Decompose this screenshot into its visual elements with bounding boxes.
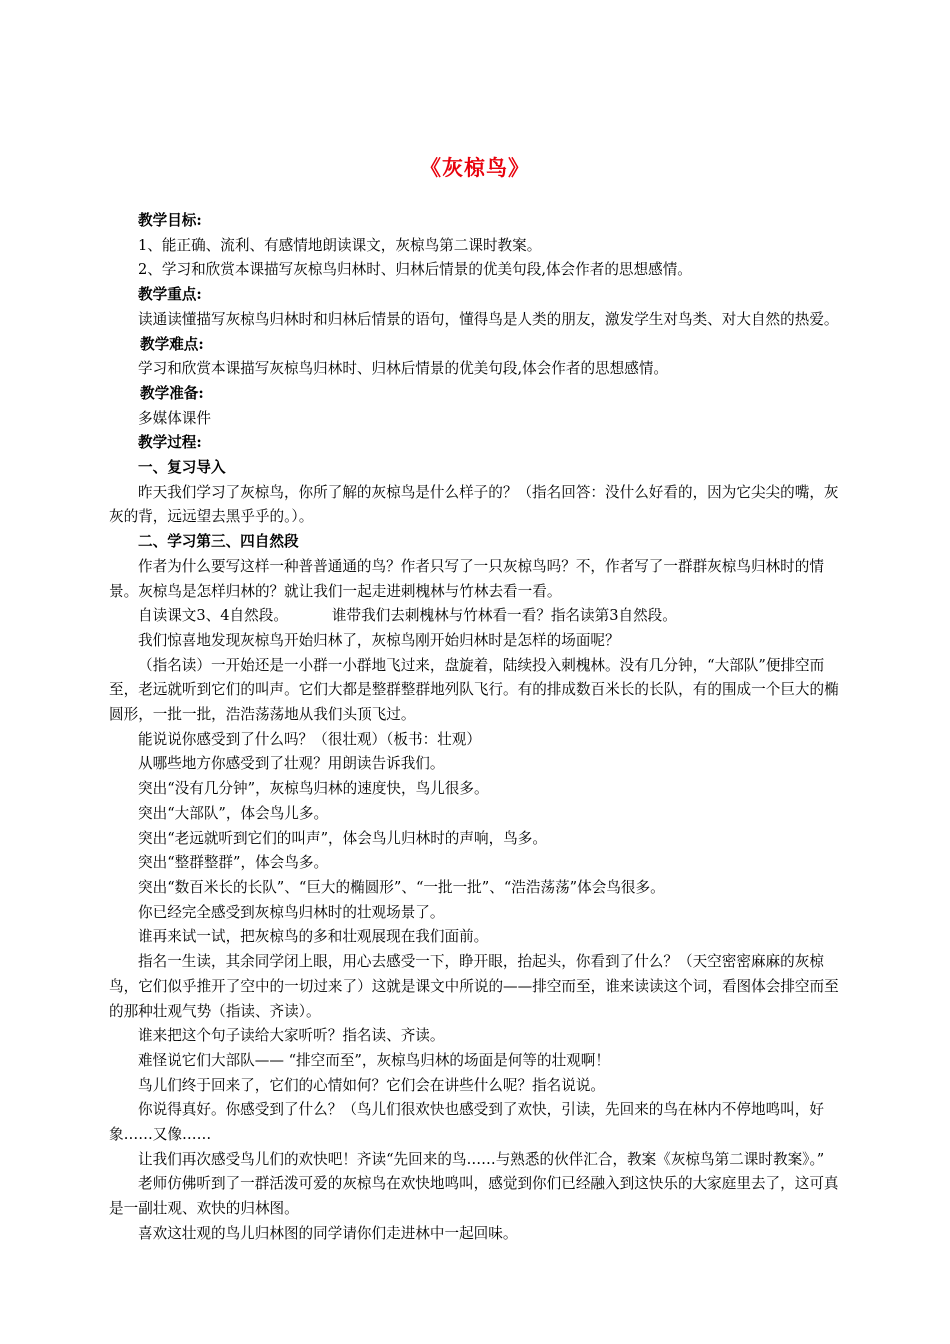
paragraph: 我们惊喜地发现灰椋鸟开始归林了，灰椋鸟刚开始归林时是怎样的场面呢？ [138, 631, 620, 649]
paragraph: 老师仿佛听到了一群活泼可爱的灰椋鸟在欢快地鸣叫，感觉到你们已经融入到这快乐的大家庭里去了，这可真是一副壮观、欢快的归林图。 [109, 1175, 839, 1218]
paragraph-part: 自读课文3、4自然段。 [138, 607, 288, 625]
step1-heading: 一、复习导入 [138, 459, 226, 477]
goals-heading: 教学目标: [138, 212, 202, 229]
paragraph: 喜欢这壮观的鸟儿归林图的同学请你们走进林中一起回味。 [138, 1224, 518, 1242]
paragraph: （指名读）一开始还是一小群一小群地飞过来，盘旋着，陆续投入刺槐林。没有几分钟，“大部队”便排空而至，老远就听到它们的叫声。它们大都是整群整群地列队飞行。有的排成数百米长的长队，有的围成一个巨大的椭圆形，一批一批，浩浩荡荡地从我们头顶飞过。 [109, 656, 839, 724]
step2-heading: 二、学习第三、四自然段 [138, 533, 299, 551]
prep-heading: 教学准备: [140, 384, 204, 402]
paragraph: 你已经完全感受到灰椋鸟归林时的壮观场景了。 [138, 903, 445, 921]
paragraph: 突出“没有几分钟”，灰椋鸟归林的速度快，鸟儿很多。 [138, 780, 489, 798]
paragraph: 难怪说它们大部队—— “排空而至”，灰椋鸟归林的场面是何等的壮观啊！ [138, 1051, 610, 1069]
paragraph: 谁再来试一试，把灰椋鸟的多和壮观展现在我们面前。 [138, 928, 489, 946]
paragraph: 你说得真好。你感受到了什么？（鸟儿们很欢快也感受到了欢快，引读，先回来的鸟在林内不停地鸣叫，好象……又像…… [109, 1101, 824, 1144]
paragraph: 突出“老远就听到它们的叫声”，体会鸟儿归林时的声响，鸟多。 [138, 829, 547, 847]
paragraph-part: 谁带我们去刺槐林与竹林看一看？指名读第3自然段。 [331, 607, 677, 625]
paragraph: 能说说你感受到了什么吗？（很壮观）（板书：壮观） [138, 730, 481, 748]
prep-text: 多媒体课件 [138, 409, 211, 427]
paragraph: 作者为什么要写这样一种普普通通的鸟？作者只写了一只灰椋鸟吗？不，作者写了一群群灰椋鸟归林时的情景。灰椋鸟是怎样归林的？就让我们一起走进刺槐林与竹林去看一看。 [109, 557, 824, 600]
paragraph: 鸟儿们终于回来了，它们的心情如何？它们会在讲些什么呢？指名说说。 [138, 1076, 606, 1094]
paragraph: 突出“数百米长的长队”、“巨大的椭圆形”、“一批一批”、“浩浩荡荡”体会鸟很多。 [138, 878, 665, 896]
paragraph: 让我们再次感受鸟儿们的欢快吧！齐读“先回来的鸟……与熟悉的伙伴汇合，教案《灰椋鸟第二课时教案》。” [138, 1150, 825, 1168]
paragraph: 谁来把这个句子读给大家听听？指名读、齐读。 [138, 1027, 445, 1045]
difficulty-heading: 教学难点: [140, 335, 204, 353]
paragraph: 从哪些地方你感受到了壮观？用朗读告诉我们。 [138, 755, 445, 773]
step1-text: 昨天我们学习了灰椋鸟，你所了解的灰椋鸟是什么样子的？（指名回答：没什么好看的，因为它尖尖的嘴，灰灰的背，远远望去黑乎乎的。）。 [109, 483, 839, 526]
difficulty-text: 学习和欣赏本课描写灰椋鸟归林时、归林后情景的优美句段,体会作者的思想感情。 [138, 360, 669, 378]
paragraph [109, 604, 842, 629]
document-body [109, 209, 842, 1247]
goal-2: 2、学习和欣赏本课描写灰椋鸟归林时、归林后情景的优美句段,体会作者的思想感情。 [138, 261, 692, 279]
process-heading: 教学过程: [138, 434, 202, 452]
paragraph: 突出“整群整群”，体会鸟多。 [138, 854, 329, 872]
paragraph: 指名一生读，其余同学闭上眼，用心去感受一下，睁开眼，抬起头，你看到了什么？（天空密密麻麻的灰椋鸟，它们似乎推开了空中的一切过来了）这就是课文中所说的——排空而至，谁来读读这个词，看图体会排空而至的那种壮观气势（指读、齐读）。 [109, 953, 839, 1020]
document-title: 《灰椋鸟》 [420, 155, 530, 180]
goal-1: 1、能正确、流利、有感情地朗读课文，灰椋鸟第二课时教案。 [138, 236, 542, 254]
key-heading: 教学重点: [138, 286, 202, 304]
paragraph: 突出“大部队”，体会鸟儿多。 [138, 804, 329, 822]
key-text: 读通读懂描写灰椋鸟归林时和归林后情景的语句，懂得鸟是人类的朋友，激发学生对鸟类、对大自然的热爱。 [138, 310, 839, 328]
